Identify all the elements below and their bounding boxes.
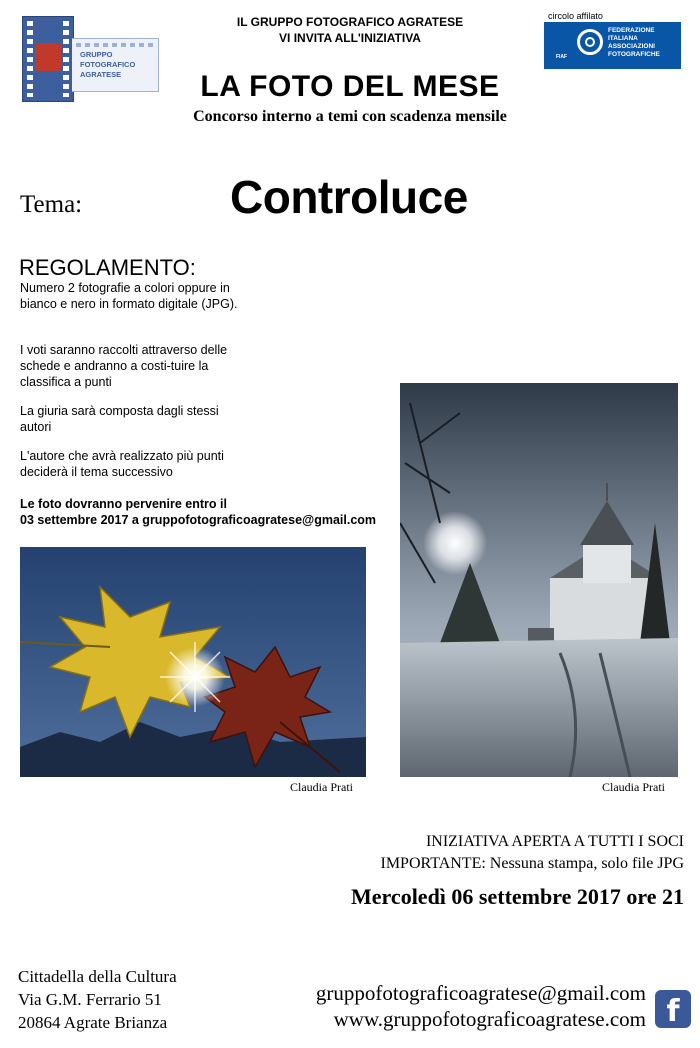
deadline-line-1: Le foto dovranno pervenire entro il [20,497,227,511]
fiaf-line: FOTOGRAFICHE [608,51,660,58]
fiaf-camera-icon [577,29,603,55]
fiaf-line: ASSOCIAZIONI [608,43,655,50]
theme-value: Controluce [230,171,468,223]
photo-leaves [20,547,366,777]
deadline-line-2: 03 settembre 2017 a gruppofotograficoagratese@gmail.com [20,513,377,527]
page-subtitle: Concorso interno a temi con scadenza mensile [193,108,507,125]
facebook-icon[interactable]: f [655,990,691,1028]
venue-address [18,965,177,1034]
address-line: Cittadella della Cultura [18,967,177,986]
address-line: 20864 Agrate Brianza [18,1013,168,1032]
photo-credit: Claudia Prati [602,780,665,794]
info-open-to-members: INIZIATIVA APERTA A TUTTI I SOCI [425,833,684,850]
contact-website[interactable]: www.gruppofotograficoagratese.com [333,1007,646,1031]
fiaf-line: FEDERAZIONE [608,27,655,34]
fiaf-logo [544,22,681,69]
deadline-notice [20,496,420,528]
contacts [250,980,646,1032]
affiliate-label: circolo affilato [548,11,603,21]
address-line: Via G.M. Ferrario 51 [18,990,162,1009]
fiaf-line: ITALIANA [608,35,638,42]
page-title: LA FOTO DEL MESE [200,70,500,103]
event-date: Mercoledì 06 settembre 2017 ore 21 [351,884,684,909]
theme-label: Tema: [20,191,83,218]
fiaf-mark-text: FIAF [556,54,568,60]
rule-item: L'autore che avrà realizzato più punti deciderà il tema successivo [20,449,224,479]
club-logo-line: AGRATESE [80,70,122,79]
invite-header [180,14,520,46]
invite-line-2: VI INVITA ALL'INIZIATIVA [279,31,421,45]
rule-item: La giuria sarà composta dagli stessi autori [20,404,219,434]
rules-title: REGOLAMENTO: [19,255,196,280]
contact-email[interactable]: gruppofotograficoagratese@gmail.com [315,981,646,1005]
rule-item: Numero 2 fotografie a colori oppure in bianco e nero in formato digitale (JPG). [20,281,238,311]
photo-credit: Claudia Prati [290,780,353,794]
rule-item: I voti saranno raccolti attraverso delle schede e andranno a costi-tuire la classifica a punti [20,343,228,389]
info-important: IMPORTANTE: Nessuna stampa, solo file JPG [380,855,684,872]
club-logo-line: FOTOGRAFICO [80,60,136,69]
invite-line-1: IL GRUPPO FOTOGRAFICO AGRATESE [236,15,464,29]
club-logo-line: GRUPPO [80,50,113,59]
photo-chapel [400,383,678,777]
